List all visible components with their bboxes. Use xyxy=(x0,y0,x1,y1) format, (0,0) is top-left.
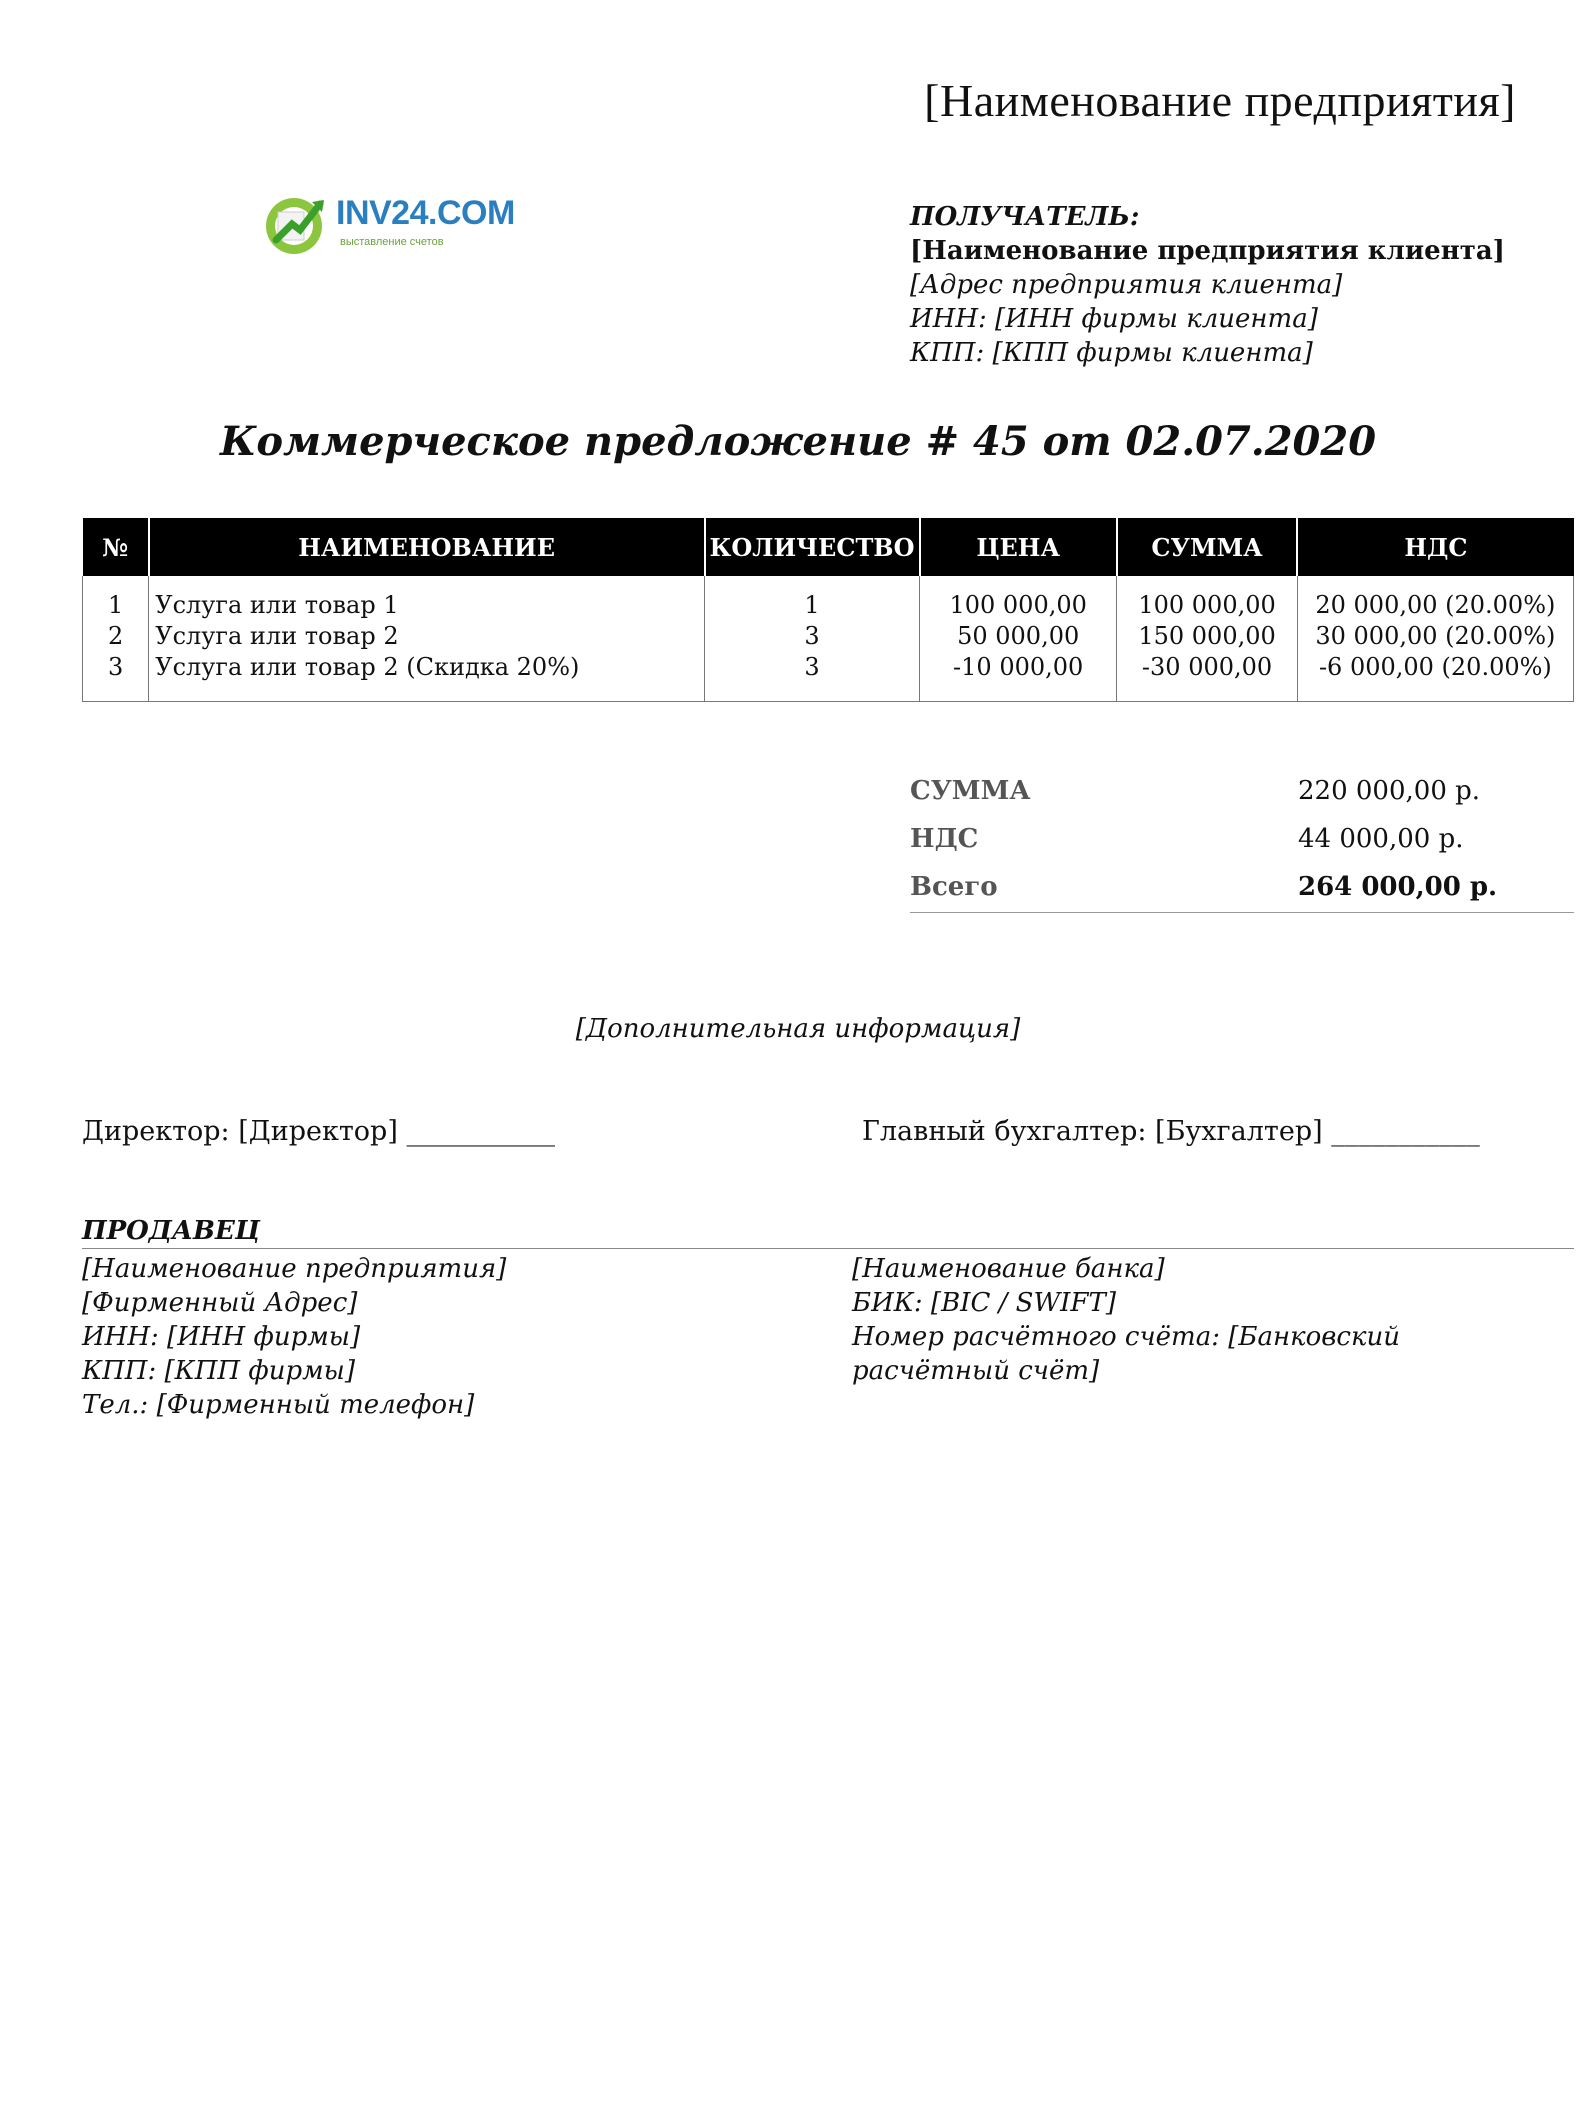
recipient-label: ПОЛУЧАТЕЛЬ: xyxy=(910,202,1140,232)
col-price: ЦЕНА xyxy=(920,518,1117,576)
director-signature: Директор: [Директор] ___________ xyxy=(82,1116,555,1147)
additional-info: [Дополнительная информация] xyxy=(575,1014,1021,1044)
bank-account: Номер расчётного счёта: [Банковский расчётный счёт] xyxy=(852,1322,1401,1386)
totals-sum-row xyxy=(910,776,1574,824)
totals-vat-row xyxy=(910,824,1574,872)
col-number: № xyxy=(83,518,149,576)
total-value: 264 000,00 р. xyxy=(1298,872,1498,902)
col-name: НАИМЕНОВАНИЕ xyxy=(149,518,705,576)
cell-vat: 20 000,00 (20.00%) 30 000,00 (20.00%) -6 000,00 (20.00%) xyxy=(1297,576,1573,702)
col-vat: НДС xyxy=(1297,518,1573,576)
table-row xyxy=(83,576,1574,702)
recipient-block xyxy=(910,200,1505,370)
cell-sum: 100 000,00 150 000,00 -30 000,00 xyxy=(1117,576,1297,702)
logo xyxy=(262,190,515,260)
seller-heading: ПРОДАВЕЦ xyxy=(82,1216,260,1246)
logo-text: INV24.COM xyxy=(336,194,515,232)
accountant-signature: Главный бухгалтер: [Бухгалтер] ___________ xyxy=(862,1116,1480,1147)
company-name: [Наименование предприятия] xyxy=(924,75,1516,126)
sum-value: 220 000,00 р. xyxy=(1298,776,1481,806)
items-table xyxy=(82,518,1574,702)
seller-phone: Тел.: [Фирменный телефон] xyxy=(82,1390,475,1420)
bank-details xyxy=(852,1252,1552,1388)
bank-bic: БИК: [BIC / SWIFT] xyxy=(852,1288,1116,1318)
totals-total-row xyxy=(910,872,1574,920)
table-header-row xyxy=(83,518,1574,576)
recipient-address: [Адрес предприятия клиента] xyxy=(910,270,1343,300)
recipient-name: [Наименование предприятия клиента] xyxy=(910,236,1505,266)
vat-label: НДС xyxy=(910,824,979,854)
seller-address: [Фирменный Адрес] xyxy=(82,1288,358,1318)
cell-number: 1 2 3 xyxy=(83,576,149,702)
logo-icon xyxy=(262,190,332,260)
document-title: Коммерческое предложение # 45 от 02.07.2020 xyxy=(219,418,1377,465)
seller-inn: ИНН: [ИНН фирмы] xyxy=(82,1322,361,1352)
vat-value: 44 000,00 р. xyxy=(1298,824,1464,854)
total-label: Всего xyxy=(910,872,998,902)
seller-details xyxy=(82,1252,506,1422)
seller-kpp: КПП: [КПП фирмы] xyxy=(82,1356,355,1386)
recipient-inn: ИНН: [ИНН фирмы клиента] xyxy=(910,304,1318,334)
recipient-kpp: КПП: [КПП фирмы клиента] xyxy=(910,338,1313,368)
sum-label: СУММА xyxy=(910,776,1031,806)
col-sum: СУММА xyxy=(1117,518,1297,576)
bank-name: [Наименование банка] xyxy=(852,1254,1165,1284)
seller-divider xyxy=(82,1248,1574,1249)
cell-price: 100 000,00 50 000,00 -10 000,00 xyxy=(920,576,1117,702)
logo-subtitle: выставление счетов xyxy=(340,236,444,248)
cell-quantity: 1 3 3 xyxy=(705,576,920,702)
totals-block xyxy=(910,776,1574,913)
seller-name: [Наименование предприятия] xyxy=(82,1254,507,1284)
cell-name: Услуга или товар 1 Услуга или товар 2 Услуга или товар 2 (Скидка 20%) xyxy=(149,576,705,702)
col-quantity: КОЛИЧЕСТВО xyxy=(705,518,920,576)
